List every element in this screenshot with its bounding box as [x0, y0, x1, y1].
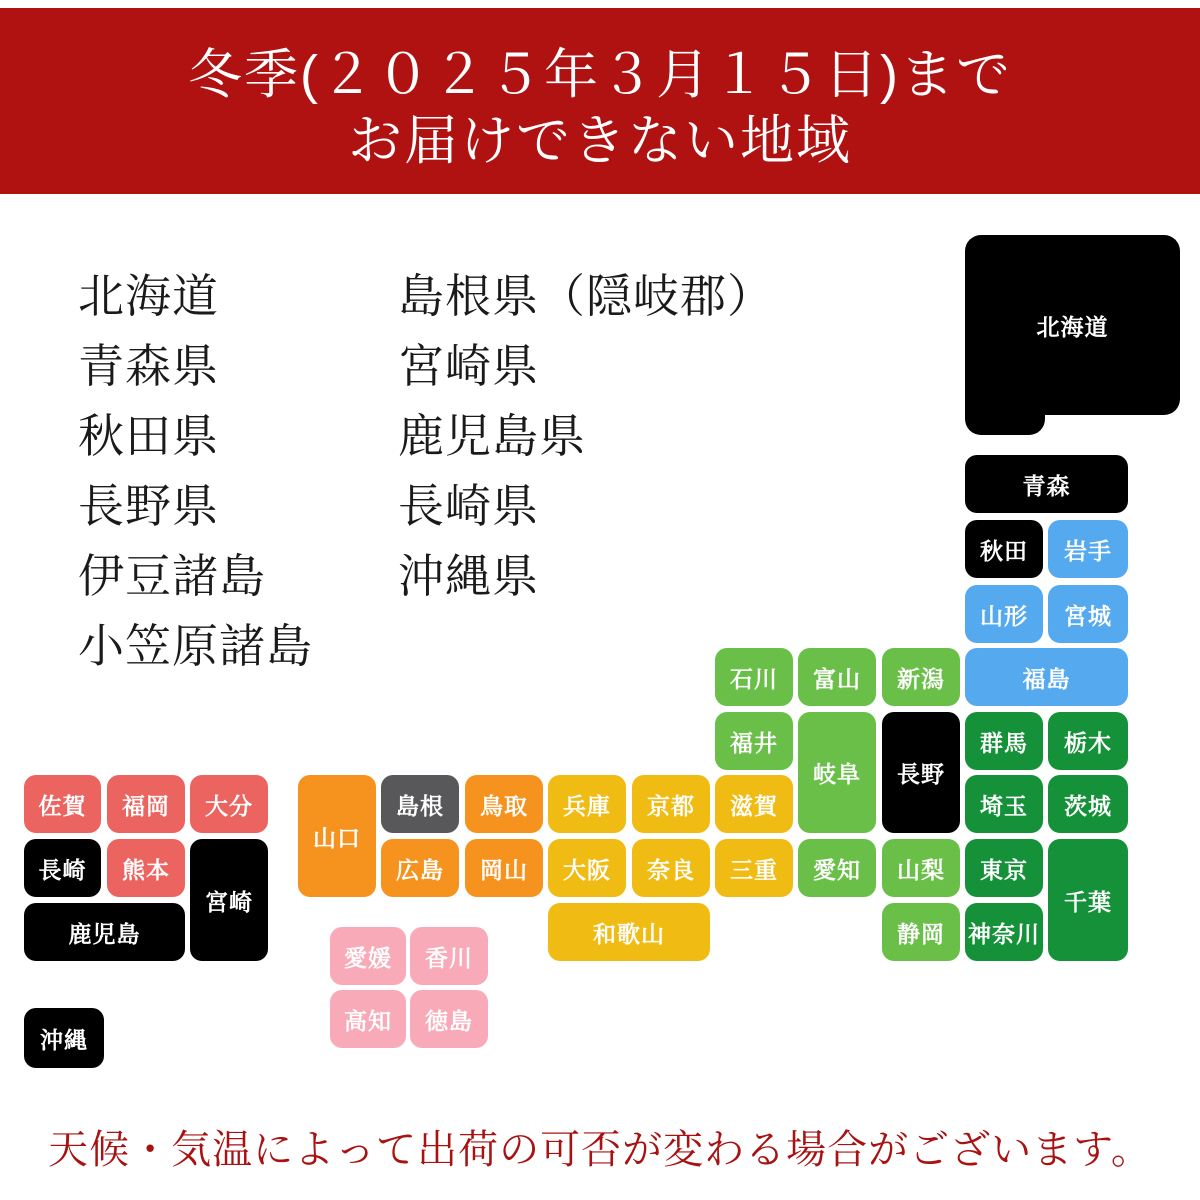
map-block-label: 熊本 — [122, 856, 170, 883]
header-banner — [0, 8, 1200, 194]
map-block-label: 東京 — [980, 856, 1028, 883]
map-block-tottori — [465, 775, 543, 833]
map-block-label: 京都 — [647, 792, 695, 819]
map-block-tokyo — [965, 839, 1043, 897]
region-list-item: 秋田県 — [78, 410, 219, 462]
map-block-label: 岡山 — [480, 856, 528, 883]
map-block-kanagawa — [965, 903, 1043, 961]
map-block-yamaguchi — [298, 775, 376, 897]
map-block-label: 神奈川 — [968, 920, 1040, 947]
map-block-label: 広島 — [396, 856, 444, 883]
map-block-okinawa — [24, 1008, 104, 1068]
region-list-left-column — [78, 261, 313, 681]
map-block-wakayama — [548, 903, 710, 961]
region-list-item: 長野県 — [78, 480, 219, 532]
map-block-fukui — [715, 712, 793, 770]
map-block-saga — [24, 775, 101, 833]
map-block-miyagi — [1048, 585, 1128, 643]
map-block-tokushima — [410, 990, 488, 1048]
map-block-label: 静岡 — [897, 920, 945, 947]
map-block-tochigi — [1048, 712, 1128, 770]
map-block-yamanashi — [882, 839, 960, 897]
map-block-label: 高知 — [344, 1007, 392, 1034]
map-block-label: 栃木 — [1064, 729, 1112, 756]
region-list-item: 沖縄県 — [398, 550, 539, 602]
map-block-gunma — [965, 712, 1043, 770]
map-block-hokkaido-ext — [965, 355, 1045, 435]
map-block-label: 新潟 — [897, 665, 945, 692]
map-block-label: 埼玉 — [980, 792, 1028, 819]
region-list-item: 小笠原諸島 — [78, 620, 313, 672]
map-block-label: 鳥取 — [480, 792, 528, 819]
map-block-label: 宮城 — [1064, 602, 1112, 629]
map-block-yamagata — [965, 585, 1043, 643]
map-block-label: 香川 — [425, 944, 473, 971]
map-block-label: 滋賀 — [730, 792, 778, 819]
map-block-chiba — [1048, 839, 1128, 961]
map-block-osaka — [548, 839, 626, 897]
header-title-line2: お届けできない地域 — [348, 111, 852, 171]
map-block-label: 福井 — [730, 729, 778, 756]
region-list-item: 鹿児島県 — [398, 410, 586, 462]
region-list-item: 青森県 — [78, 340, 219, 392]
map-block-nagasaki — [24, 839, 101, 897]
map-block-mie — [715, 839, 793, 897]
map-block-akita — [965, 520, 1043, 578]
map-block-label: 大分 — [205, 792, 253, 819]
map-block-kyoto — [632, 775, 710, 833]
header-title-line1: 冬季(２０２５年３月１５日)まで — [188, 45, 1012, 105]
map-block-label: 山口 — [313, 824, 361, 851]
map-block-kagoshima — [24, 903, 185, 961]
map-block-shiga — [715, 775, 793, 833]
region-list-item: 北海道 — [78, 270, 219, 322]
map-block-hokkaido — [965, 235, 1180, 415]
region-list-right-column — [398, 261, 774, 611]
map-block-kochi — [330, 990, 406, 1048]
map-block-fukuoka — [107, 775, 185, 833]
map-block-label: 北海道 — [1036, 313, 1109, 340]
map-block-label: 茨城 — [1064, 792, 1112, 819]
map-block-okayama — [465, 839, 543, 897]
map-block-label: 山梨 — [897, 856, 945, 883]
map-block-label: 千葉 — [1064, 888, 1112, 915]
map-block-aomori — [965, 455, 1128, 513]
map-block-label: 岐阜 — [813, 761, 861, 787]
map-block-label: 長崎 — [38, 856, 87, 883]
map-block-niigata — [882, 648, 960, 706]
map-block-miyazaki — [190, 839, 268, 961]
map-block-label: 愛媛 — [344, 944, 392, 971]
map-block-kagawa — [410, 927, 488, 985]
region-list-item: 長崎県 — [398, 480, 539, 532]
map-block-label: 宮崎 — [205, 888, 253, 915]
map-block-label: 石川 — [730, 665, 778, 692]
map-block-label: 徳島 — [425, 1007, 473, 1034]
map-block-label: 兵庫 — [563, 792, 611, 819]
map-block-gifu — [798, 712, 876, 833]
map-block-iwate — [1048, 520, 1128, 578]
map-block-label: 大阪 — [563, 856, 611, 883]
region-list-item: 伊豆諸島 — [78, 550, 266, 602]
map-block-oita — [190, 775, 268, 833]
region-list-item: 島根県（隠岐郡） — [398, 270, 774, 322]
map-block-label: 愛知 — [813, 856, 861, 883]
map-block-label: 島根 — [396, 792, 444, 819]
map-block-label: 和歌山 — [593, 920, 665, 947]
map-block-label: 山形 — [980, 602, 1028, 629]
map-block-aichi — [798, 839, 876, 897]
map-block-saitama — [965, 775, 1043, 833]
map-block-shizuoka — [882, 903, 960, 961]
map-block-toyama — [798, 648, 876, 706]
map-block-label: 沖縄 — [40, 1026, 88, 1053]
map-block-label: 三重 — [730, 856, 778, 883]
map-block-label: 富山 — [813, 665, 861, 692]
map-block-shimane — [381, 775, 459, 833]
map-block-label: 鹿児島 — [68, 920, 141, 947]
map-block-ehime — [330, 927, 406, 985]
map-block-label: 福島 — [1022, 665, 1071, 692]
map-block-label: 福岡 — [122, 792, 170, 819]
map-block-kumamoto — [107, 839, 185, 897]
map-block-nagano — [882, 712, 960, 833]
map-block-ibaraki — [1048, 775, 1128, 833]
map-block-ishikawa — [715, 648, 793, 706]
map-block-fukushima — [965, 648, 1128, 706]
map-block-hyogo — [548, 775, 626, 833]
map-block-label: 奈良 — [647, 856, 695, 883]
map-block-label: 秋田 — [980, 537, 1028, 564]
map-block-nara — [632, 839, 710, 897]
map-block-label: 岩手 — [1064, 537, 1112, 564]
footer-weather-note: 天候・気温によって出荷の可否が変わる場合がございます。 — [48, 1128, 1152, 1172]
map-block-label: 青森 — [1022, 472, 1071, 499]
map-block-label: 長野 — [897, 761, 945, 787]
region-list-item: 宮崎県 — [398, 340, 539, 392]
map-block-hiroshima — [381, 839, 459, 897]
map-block-label: 佐賀 — [38, 792, 87, 819]
map-block-label: 群馬 — [980, 729, 1028, 756]
